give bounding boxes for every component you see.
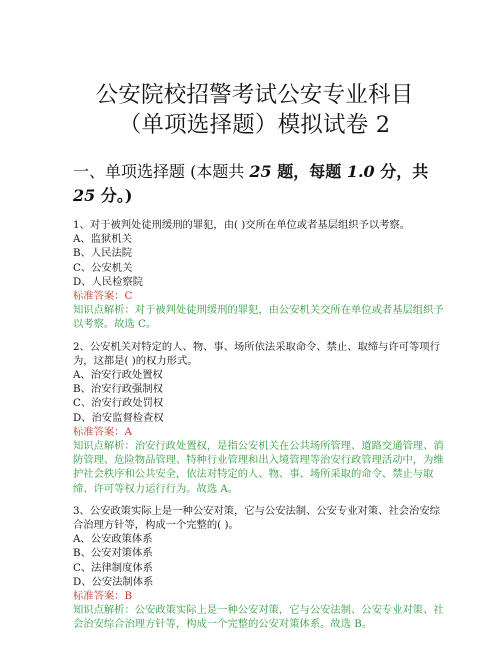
total-points: 25 xyxy=(73,186,96,205)
points-per-question: 1.0 xyxy=(346,162,375,181)
option-a: A、监狱机关 xyxy=(73,233,132,246)
section-heading xyxy=(73,160,444,208)
question-1 xyxy=(73,218,444,332)
question-text: 1、对于被判处徒刑缓刑的罪犯，由( )交所在单位或者基层组织予以考察。 xyxy=(73,219,411,231)
option-c: C、公安机关 xyxy=(73,261,133,274)
section-prefix: 一、单项选择题 (本题共 xyxy=(73,162,250,181)
answer-analysis: 知识点解析：对于被判处徒刑缓刑的罪犯，由公安机关交所在单位或者基层组织予以考察。故选 C。 xyxy=(73,304,444,331)
answer-analysis: 知识点解析：治安行政处置权，是指公安机关在公共场所管理、道路交通管理、消防管理、危险物品管理、特种行业管理和出入境管理等治安行政管理活动中，为维护社会秩序和公共安全，依法对特定的人、物、事、场所采取的命令、禁止与取缔、许可等权力运行行为。故选 A。 xyxy=(73,440,444,495)
option-a: A、治安行政处置权 xyxy=(73,369,163,382)
question-text: 3、公安政策实际上是一种公安对策，它与公安法制、公安专业对策、社会治安综合治理方针等，构成一个完整的( )。 xyxy=(73,504,440,532)
option-a: A、公安政策体系 xyxy=(73,533,153,546)
option-d: D、人民检察院 xyxy=(73,275,144,288)
standard-answer: 标准答案：A xyxy=(73,425,132,438)
option-c: C、治安行政处罚权 xyxy=(73,397,164,410)
option-b: B、公安对策体系 xyxy=(73,547,153,560)
section-mid2: 分，共 xyxy=(374,162,429,181)
option-d: D、治安监督检查权 xyxy=(73,411,164,424)
option-c: C、法律制度体系 xyxy=(73,561,153,574)
section-mid1: 题，每题 xyxy=(271,162,347,181)
question-2 xyxy=(73,340,444,496)
standard-answer: 标准答案：B xyxy=(73,590,133,603)
question-3 xyxy=(73,504,444,632)
answer-analysis: 知识点解析：公安政策实际上是一种公安对策，它与公安法制、公安专业对策、社会治安综合治理方针等，构成一个完整的公安对策体系。故选 B。 xyxy=(73,604,444,631)
standard-answer: 标准答案：C xyxy=(73,290,133,303)
question-text: 2、公安机关对特定的人、物、事、场所依法采取命令、禁止、取缔与许可等项行为，这都是( )的权力形式。 xyxy=(73,340,440,367)
option-b: B、治安行政强制权 xyxy=(73,383,163,396)
question-count: 25 xyxy=(249,162,272,181)
section-suffix: 分。) xyxy=(95,186,133,205)
option-d: D、公安法制体系 xyxy=(73,575,154,588)
option-b: B、人民法院 xyxy=(73,247,133,260)
page-title: 公安院校招警考试公安专业科目（单项选择题）模拟试卷 2 xyxy=(95,82,414,138)
